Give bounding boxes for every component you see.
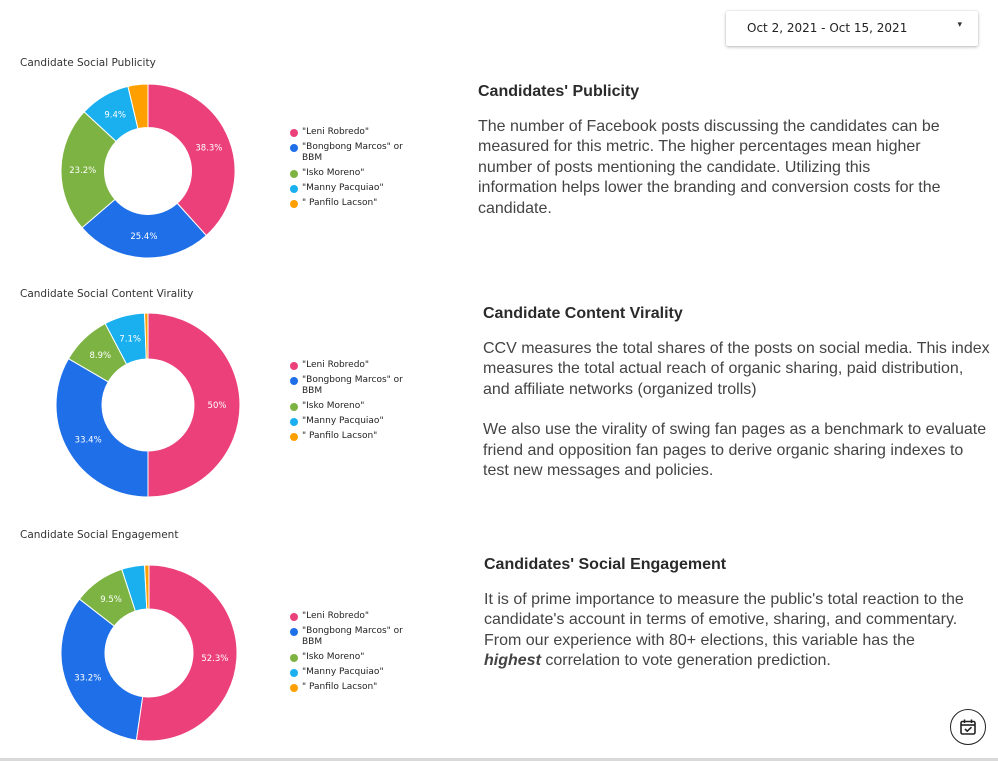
engagement-legend-item-panfilo-lacson bbox=[290, 682, 424, 693]
virality-data-label-bongbong-marcos: 33.4% bbox=[74, 435, 102, 446]
chart-title-publicity: Candidate Social Publicity bbox=[20, 57, 156, 69]
virality-heading: Candidate Content Virality bbox=[483, 305, 683, 322]
engagement-emphasis: highest bbox=[484, 652, 541, 670]
virality-data-label-manny-pacquiao: 7.1% bbox=[119, 334, 142, 345]
virality-legend-item-isko-moreno bbox=[290, 401, 424, 412]
engagement-data-label-bongbong-marcos: 33.2% bbox=[74, 673, 102, 684]
virality-legend-item-bongbong-marcos bbox=[290, 375, 424, 397]
legend-label: "Isko Moreno" bbox=[302, 652, 365, 662]
publicity-data-label-leni-robredo: 38.3% bbox=[195, 143, 223, 154]
legend-label: "Bongbong Marcos" or BBM bbox=[302, 375, 403, 396]
virality-data-label-isko-moreno: 8.9% bbox=[89, 351, 112, 362]
publicity-data-label-manny-pacquiao: 9.4% bbox=[104, 110, 126, 121]
engagement-description-start: It is of prime importance to measure the public's total reaction to the candidate's account in terms of emotive, sharing, and commentary. From our experience with 80+ elections, this variable has the bbox=[484, 591, 964, 649]
legend-label: "Bongbong Marcos" or BBM bbox=[302, 142, 403, 163]
engagement-legend-item-isko-moreno bbox=[290, 652, 424, 663]
engagement-slice-bongbong-marcos[interactable] bbox=[61, 599, 143, 740]
caret-down-icon: ▾ bbox=[957, 20, 962, 30]
publicity-legend-item-isko-moreno bbox=[290, 168, 424, 179]
legend-swatch bbox=[290, 654, 298, 662]
legend-label: " Panfilo Lacson" bbox=[302, 198, 378, 208]
engagement-legend bbox=[290, 611, 424, 697]
chart-title-engagement: Candidate Social Engagement bbox=[20, 529, 179, 541]
publicity-legend bbox=[290, 127, 424, 213]
publicity-heading: Candidates' Publicity bbox=[478, 83, 640, 100]
virality-legend-item-manny-pacquiao bbox=[290, 416, 424, 427]
legend-swatch bbox=[290, 200, 298, 208]
virality-legend-item-leni-robredo bbox=[290, 360, 424, 371]
legend-label: "Isko Moreno" bbox=[302, 401, 365, 411]
publicity-data-label-isko-moreno: 23.2% bbox=[69, 165, 97, 176]
publicity-donut-chart bbox=[60, 83, 236, 259]
engagement-panel bbox=[484, 556, 974, 672]
legend-swatch bbox=[290, 403, 298, 411]
engagement-data-label-leni-robredo: 52.3% bbox=[201, 653, 229, 664]
legend-label: "Manny Pacquiao" bbox=[302, 183, 384, 193]
date-range-selector[interactable] bbox=[726, 11, 978, 46]
legend-label: " Panfilo Lacson" bbox=[302, 682, 378, 692]
calendar-check-icon bbox=[959, 718, 977, 736]
chart-title-virality: Candidate Social Content Virality bbox=[20, 288, 194, 300]
legend-label: "Leni Robredo" bbox=[302, 611, 370, 621]
virality-benchmark-description: We also use the virality of swing fan pages as a benchmark to evaluate friend and opposition fan pages to derive organic sharing indexes to test new messages and policies. bbox=[483, 421, 987, 480]
legend-label: " Panfilo Lacson" bbox=[302, 431, 378, 441]
engagement-legend-item-bongbong-marcos bbox=[290, 626, 424, 648]
legend-swatch bbox=[290, 433, 298, 441]
virality-donut-chart bbox=[55, 312, 241, 498]
legend-swatch bbox=[290, 144, 298, 152]
legend-label: "Bongbong Marcos" or BBM bbox=[302, 626, 403, 647]
virality-slice-bongbong-marcos[interactable] bbox=[56, 359, 148, 497]
legend-swatch bbox=[290, 377, 298, 385]
legend-swatch bbox=[290, 418, 298, 426]
date-range-label: Oct 2, 2021 - Oct 15, 2021 bbox=[747, 21, 908, 35]
virality-data-label-leni-robredo: 50% bbox=[207, 401, 227, 411]
engagement-description bbox=[484, 590, 974, 672]
engagement-donut-chart bbox=[60, 564, 238, 742]
engagement-heading: Candidates' Social Engagement bbox=[484, 556, 727, 573]
legend-swatch bbox=[290, 613, 298, 621]
legend-swatch bbox=[290, 628, 298, 636]
publicity-legend-item-bongbong-marcos bbox=[290, 142, 424, 164]
engagement-data-label-isko-moreno: 9.5% bbox=[100, 595, 122, 606]
engagement-description-end: correlation to vote generation prediction. bbox=[540, 652, 831, 670]
publicity-legend-item-panfilo-lacson bbox=[290, 198, 424, 209]
engagement-legend-item-manny-pacquiao bbox=[290, 667, 424, 678]
publicity-legend-item-manny-pacquiao bbox=[290, 183, 424, 194]
legend-swatch bbox=[290, 684, 298, 692]
publicity-data-label-bongbong-marcos: 25.4% bbox=[130, 232, 158, 243]
legend-label: "Isko Moreno" bbox=[302, 168, 365, 178]
calendar-button[interactable] bbox=[950, 709, 986, 745]
virality-legend-item-panfilo-lacson bbox=[290, 431, 424, 442]
publicity-panel bbox=[478, 83, 948, 219]
legend-label: "Manny Pacquiao" bbox=[302, 667, 384, 677]
virality-legend bbox=[290, 360, 424, 446]
legend-swatch bbox=[290, 129, 298, 137]
engagement-legend-item-leni-robredo bbox=[290, 611, 424, 622]
virality-panel bbox=[483, 305, 993, 481]
publicity-legend-item-leni-robredo bbox=[290, 127, 424, 138]
legend-swatch bbox=[290, 185, 298, 193]
legend-swatch bbox=[290, 669, 298, 677]
legend-label: "Leni Robredo" bbox=[302, 127, 370, 137]
legend-label: "Leni Robredo" bbox=[302, 360, 370, 370]
legend-swatch bbox=[290, 170, 298, 178]
legend-label: "Manny Pacquiao" bbox=[302, 416, 384, 426]
legend-swatch bbox=[290, 362, 298, 370]
virality-description: CCV measures the total shares of the posts on social media. This index measures the total actual reach of organic sharing, paid distribution, and affiliate networks (organized trolls) bbox=[483, 340, 990, 398]
publicity-description: The number of Facebook posts discussing the candidates can be measured for this metric. The higher percentages mean higher number of posts mentioning the candidate. Utilizing this information helps lower the branding and conversion costs for the candidate. bbox=[478, 118, 941, 217]
